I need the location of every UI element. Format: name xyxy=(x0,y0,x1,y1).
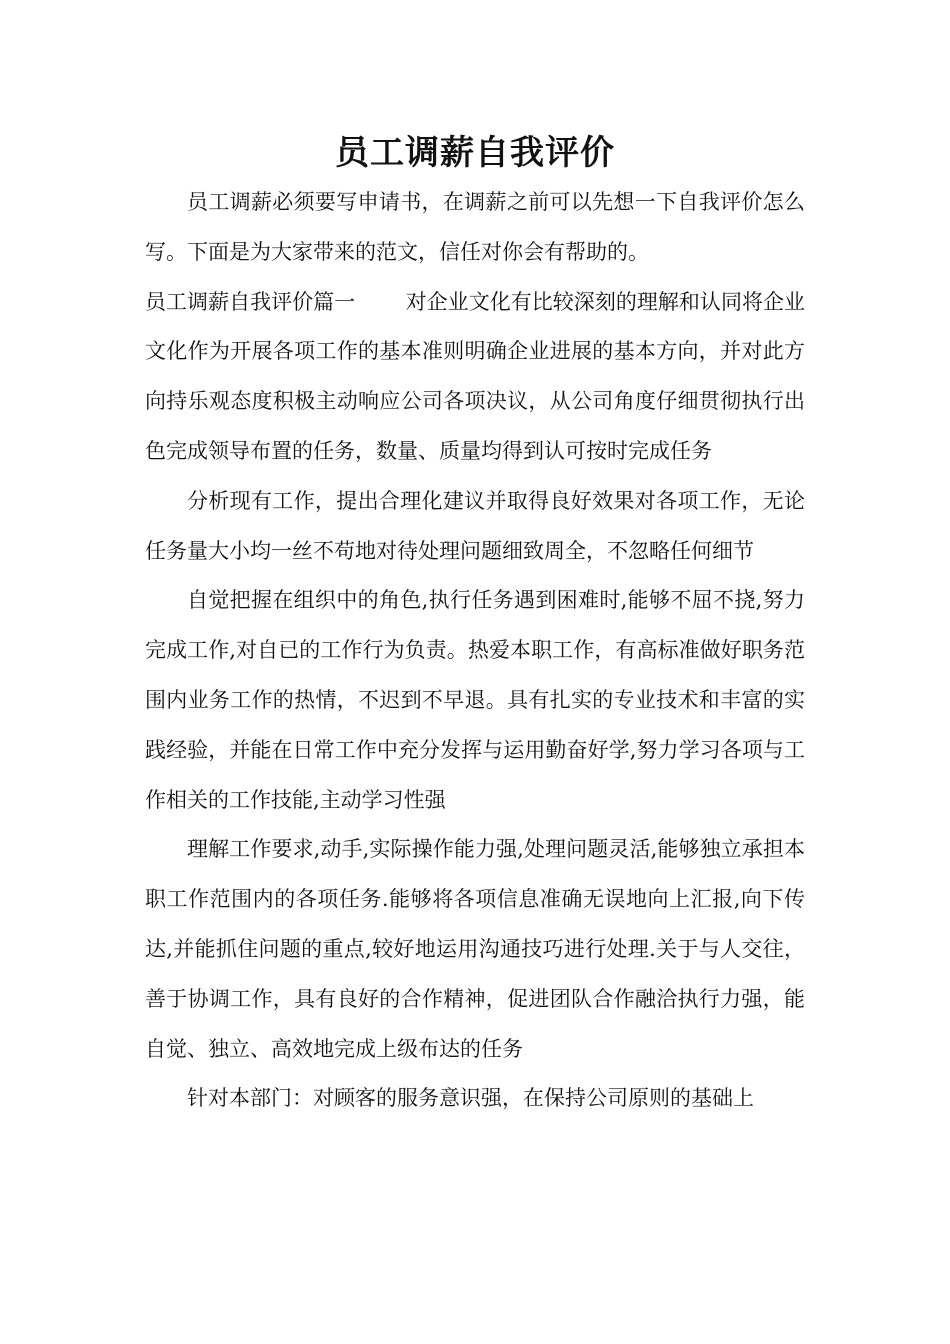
section-one-paragraph xyxy=(145,278,805,477)
body-paragraph-role: 自觉把握在组织中的角色,执行任务遇到困难时,能够不屈不挠,努力完成工作,对自已的工作行为负责。热爱本职工作，有高标准做好职务范围内业务工作的热情，不迟到不早退。具有扎实的专业技术和丰富的实践经验，并能在日常工作中充分发挥与运用勤奋好学,努力学习各项与工作相关的工作技能,主动学习性强 xyxy=(145,588,805,812)
body-paragraph-skills: 理解工作要求,动手,实际操作能力强,处理问题灵活,能够独立承担本职工作范围内的各项任务.能够将各项信息准确无误地向上汇报,向下传达,并能抓住问题的重点,较好地运用沟通技巧进行处理.关于与人交往，善于协调工作，具有良好的合作精神，促进团队合作融洽执行力强，能自觉、独立、高效地完成上级布达的任务 xyxy=(145,837,805,1061)
intro-paragraph: 员工调薪必须要写申请书，在调薪之前可以先想一下自我评价怎么写。下面是为大家带来的范文，信任对你会有帮助的。 xyxy=(145,190,805,264)
section-heading: 员工调薪自我评价篇一 xyxy=(145,289,356,314)
body-paragraph-department: 针对本部门：对顾客的服务意识强，在保持公司原则的基础上 xyxy=(187,1086,754,1111)
document-title: 员工调薪自我评价 xyxy=(335,133,615,173)
body-paragraph-analysis: 分析现有工作，提出合理化建议并取得良好效果对各项工作，无论任务量大小均一丝不苟地对待处理问题细致周全，不忽略任何细节 xyxy=(145,488,805,563)
document-body xyxy=(145,128,805,1124)
section-first-paragraph: 对企业文化有比较深刻的理解和认同将企业文化作为开展各项工作的基本准则明确企业进展的基本方向，并对此方向持乐观态度积极主动响应公司各项决议，从公司角度仔细贯彻执行出色完成领导布置的任务，数量、质量均得到认可按时完成任务 xyxy=(145,289,806,463)
